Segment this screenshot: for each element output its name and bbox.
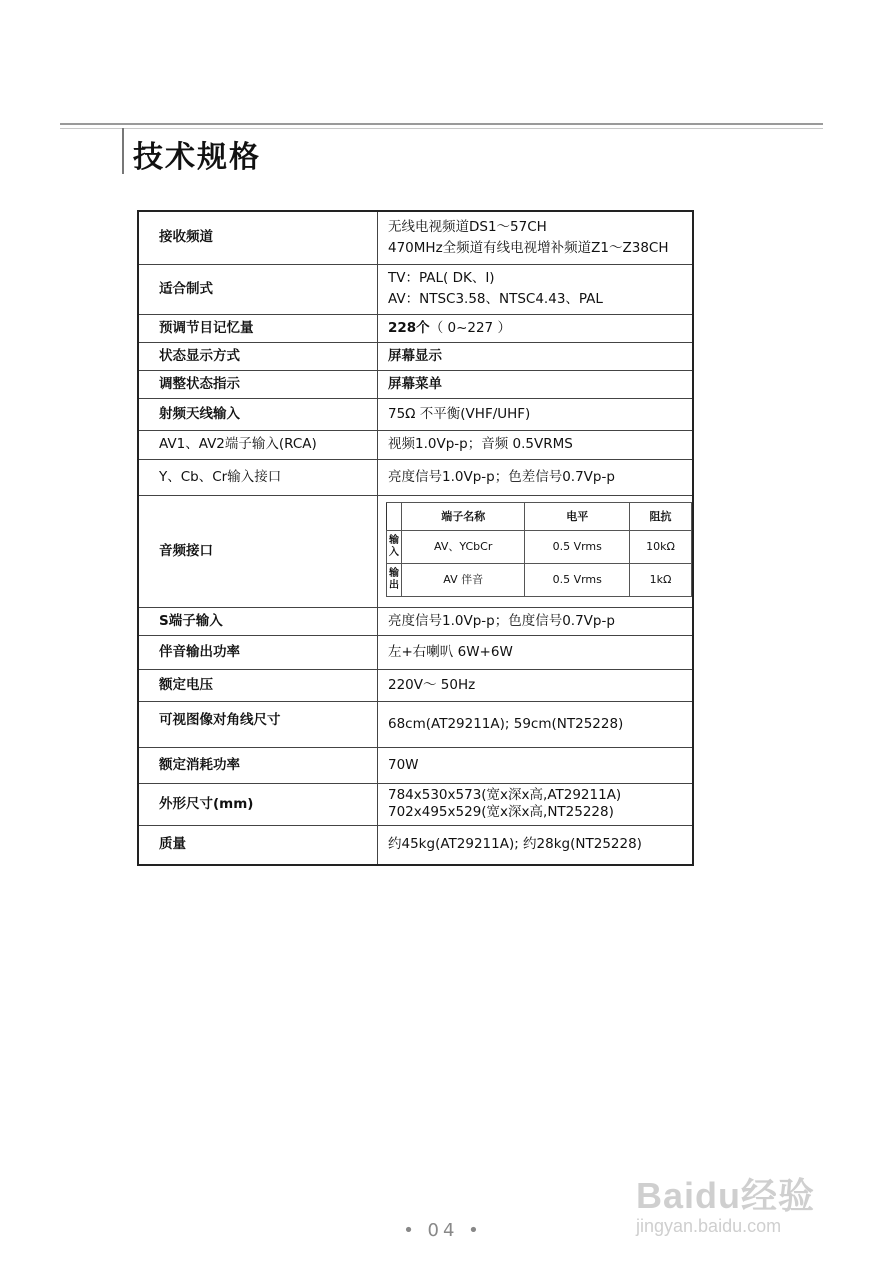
spec-value: 亮度信号1.0Vp-p；色差信号0.7Vp-p [378, 459, 694, 495]
watermark [636, 1168, 836, 1248]
page-title: 技术规格 [133, 140, 261, 175]
spec-value: 220V～ 50Hz [378, 669, 694, 701]
table-row [138, 747, 693, 783]
watermark-logo: Baidu经验 [636, 1175, 816, 1216]
audio-impedance: 10kΩ [630, 530, 692, 563]
spec-value: 75Ω 不平衡(VHF/UHF) [378, 398, 694, 430]
spec-key: 接收频道 [138, 211, 378, 264]
spec-key: 质量 [138, 825, 378, 865]
spec-value-rest: （ 0~227 ） [429, 319, 511, 336]
spec-key: 伴音输出功率 [138, 635, 378, 669]
table-row [138, 211, 693, 264]
spec-value-line: 784x530x573(宽x深x高,AT29211A) [388, 787, 622, 803]
spec-key: 射频天线输入 [138, 398, 378, 430]
spec-key: 可视图像对角线尺寸 [138, 701, 378, 747]
side-char: 入 [389, 546, 399, 558]
spec-table [137, 210, 694, 866]
spec-value: 68cm(AT29211A); 59cm(NT25228) [378, 701, 694, 747]
spec-key: S端子输入 [138, 607, 378, 635]
table-row [138, 370, 693, 398]
spec-value [378, 495, 694, 607]
table-row [138, 459, 693, 495]
audio-name: AV、YCbCr [402, 530, 525, 563]
side-char: 输 [389, 534, 399, 546]
spec-value: 亮度信号1.0Vp-p；色度信号0.7Vp-p [378, 607, 694, 635]
spec-value-line: AV：NTSC3.58、NTSC4.43、PAL [388, 291, 603, 307]
audio-side-label [387, 563, 402, 596]
side-char: 输 [389, 567, 399, 579]
audio-header: 端子名称 [402, 502, 525, 530]
spec-key: 额定电压 [138, 669, 378, 701]
spec-key: 额定消耗功率 [138, 747, 378, 783]
spec-value-line: TV：PAL( DK、I) [388, 270, 495, 286]
spec-value-bold: 228个 [388, 319, 430, 336]
spec-value [378, 211, 694, 264]
spec-key: 外形尺寸(mm) [138, 783, 378, 825]
table-row [138, 825, 693, 865]
audio-row [387, 530, 692, 563]
audio-impedance: 1kΩ [630, 563, 692, 596]
spec-key: 适合制式 [138, 264, 378, 314]
table-row [138, 264, 693, 314]
spec-value-line: 470MHz全频道有线电视增补频道Z1～Z38CH [388, 239, 669, 256]
table-row [138, 669, 693, 701]
table-row [138, 342, 693, 370]
table-row [138, 783, 693, 825]
spec-key: 状态显示方式 [138, 342, 378, 370]
audio-interface-table [386, 502, 692, 597]
spec-value-line: 无线电视频道DS1～57CH [388, 218, 547, 235]
spec-value: 左+右喇叭 6W+6W [378, 635, 694, 669]
audio-side-label [387, 530, 402, 563]
audio-header-row [387, 502, 692, 530]
spec-value: 屏幕菜单 [378, 370, 694, 398]
spec-key: Y、Cb、Cr输入接口 [138, 459, 378, 495]
audio-header: 阻抗 [630, 502, 692, 530]
spec-value [378, 264, 694, 314]
table-row [138, 398, 693, 430]
table-row [138, 635, 693, 669]
spec-value [378, 783, 694, 825]
spec-value: 视频1.0Vp-p；音频 0.5VRMS [378, 430, 694, 459]
audio-corner-cell [387, 502, 402, 530]
spec-value: 70W [378, 747, 694, 783]
spec-key: 预调节目记忆量 [138, 314, 378, 342]
table-row [138, 430, 693, 459]
table-row [138, 314, 693, 342]
audio-header: 电平 [525, 502, 630, 530]
table-row [138, 495, 693, 607]
spec-key: 音频接口 [138, 495, 378, 607]
spec-value [378, 314, 694, 342]
audio-name: AV 伴音 [402, 563, 525, 596]
spec-value-line: 702x495x529(宽x深x高,NT25228) [388, 804, 614, 820]
spec-value: 约45kg(AT29211A); 约28kg(NT25228) [378, 825, 694, 865]
title-accent-bar [122, 128, 124, 174]
watermark-url: jingyan.baidu.com [636, 1216, 782, 1236]
table-row [138, 607, 693, 635]
top-rule [60, 123, 823, 125]
audio-row [387, 563, 692, 596]
page-number: • 04 • [403, 1220, 483, 1241]
spec-value: 屏幕显示 [378, 342, 694, 370]
spec-key: AV1、AV2端子输入(RCA) [138, 430, 378, 459]
spec-key: 调整状态指示 [138, 370, 378, 398]
side-char: 出 [389, 579, 399, 591]
audio-level: 0.5 Vrms [525, 563, 630, 596]
audio-level: 0.5 Vrms [525, 530, 630, 563]
table-row [138, 701, 693, 747]
top-rule-thin [60, 128, 823, 129]
